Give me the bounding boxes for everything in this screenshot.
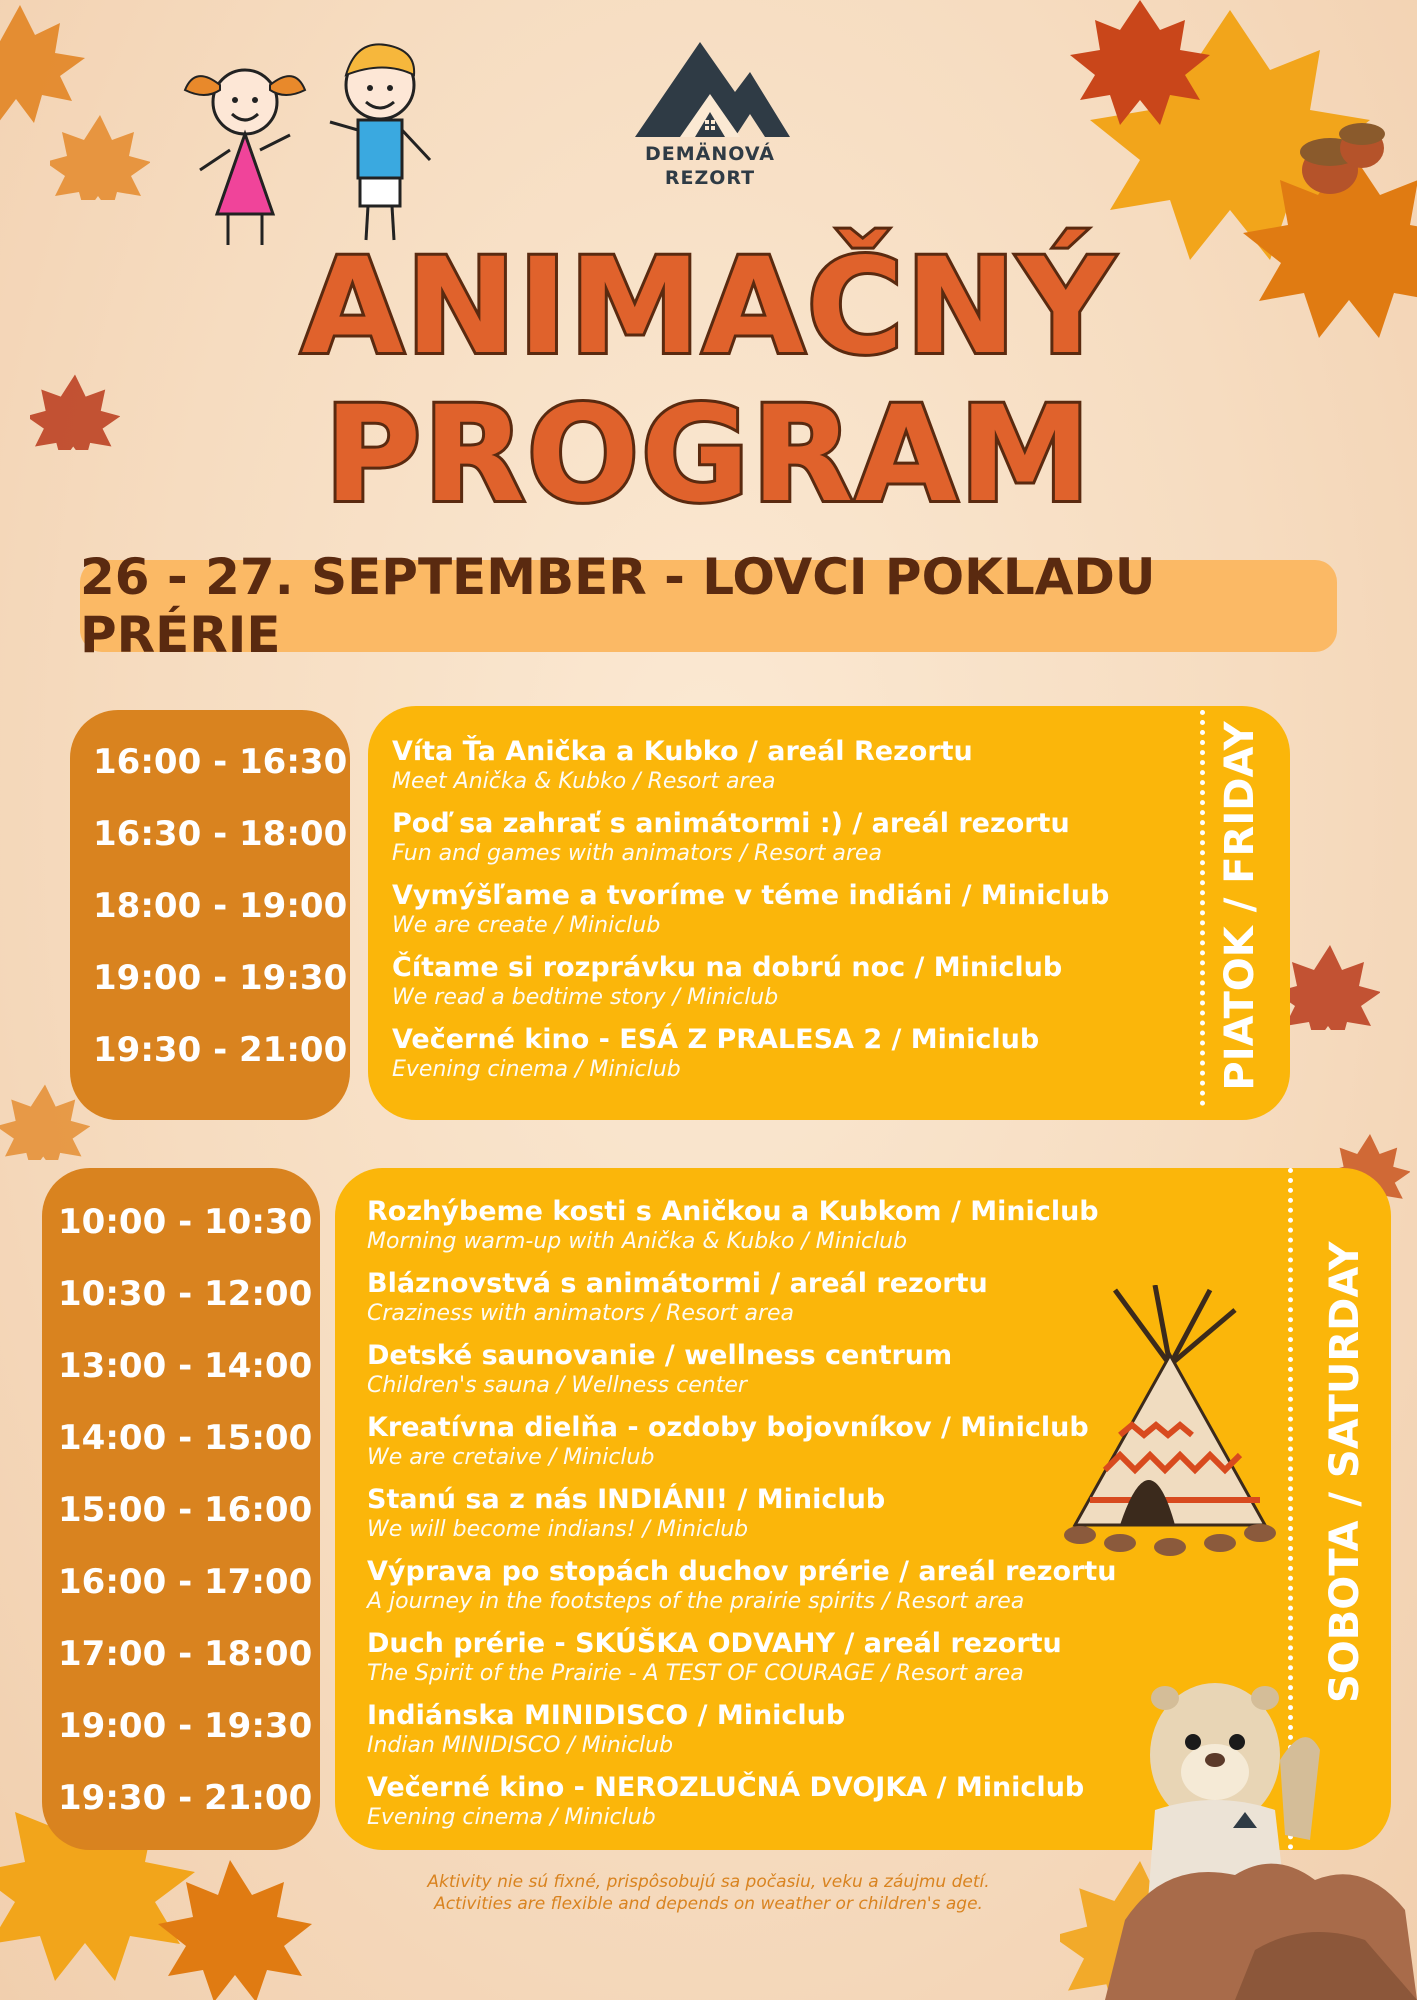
autumn-leaf-icon	[50, 110, 150, 200]
activity-item	[392, 808, 1070, 868]
activity-title: Výprava po stopách duchov prérie / areál rezortu	[367, 1556, 1117, 1587]
activity-title: Čítame si rozprávku na dobrú noc / Miniclub	[392, 952, 1063, 983]
time-slot: 19:00 - 19:30	[58, 1706, 313, 1746]
activity-subtitle: Evening cinema / Miniclub	[392, 1057, 681, 1082]
time-slot: 13:00 - 14:00	[58, 1346, 313, 1386]
activity-subtitle: A journey in the footsteps of the prairie spirits / Resort area	[367, 1589, 1025, 1614]
activity-item	[367, 1340, 952, 1400]
activity-subtitle: We will become indians! / Miniclub	[367, 1517, 749, 1542]
activity-title: Večerné kino - NEROZLUČNÁ DVOJKA / Miniclub	[367, 1772, 1085, 1803]
activity-subtitle: Meet Anička & Kubko / Resort area	[392, 769, 776, 794]
page-title-line1: ANIMAČNÝ	[301, 230, 1116, 384]
kids-drawing-icon	[180, 30, 460, 250]
activity-subtitle: We are create / Miniclub	[392, 913, 661, 938]
activity-title: Poď sa zahrať s animátormi :) / areál rezortu	[392, 808, 1070, 839]
activity-item	[367, 1556, 1116, 1616]
activity-item	[392, 880, 1109, 940]
activity-item	[367, 1196, 1099, 1256]
activity-item	[392, 1024, 1039, 1084]
time-slot: 16:30 - 18:00	[93, 814, 348, 854]
activity-subtitle: Craziness with animators / Resort area	[367, 1301, 795, 1326]
activity-subtitle: The Spirit of the Prairie - A TEST OF COURAGE / Resort area	[367, 1661, 1024, 1686]
activity-item	[367, 1628, 1062, 1688]
time-slot: 16:00 - 17:00	[58, 1562, 313, 1602]
time-slot: 16:00 - 16:30	[93, 742, 348, 782]
activity-title: Duch prérie - SKÚŠKA ODVAHY / areál rezortu	[367, 1628, 1062, 1659]
mountain-house-logo-icon	[625, 32, 795, 142]
teepee-icon	[1060, 1285, 1280, 1565]
time-slot: 18:00 - 19:00	[93, 886, 348, 926]
activity-item	[367, 1484, 885, 1544]
time-slot: 15:00 - 16:00	[58, 1490, 313, 1530]
activity-item	[367, 1412, 1089, 1472]
time-slot: 10:00 - 10:30	[58, 1202, 313, 1242]
marmot-mascot-icon	[1105, 1660, 1417, 2000]
activity-subtitle: Indian MINIDISCO / Miniclub	[367, 1733, 674, 1758]
acorn-icon	[1290, 110, 1390, 210]
activity-item	[392, 736, 973, 796]
activity-title: Víta Ťa Anička a Kubko / areál Rezortu	[392, 736, 973, 767]
activity-item	[367, 1700, 845, 1760]
footnote-line2: Activities are flexible and depends on weather or children's age.	[434, 1894, 983, 1914]
activity-subtitle: Morning warm-up with Anička & Kubko / Miniclub	[367, 1229, 908, 1254]
activity-title: Rozhýbeme kosti s Aničkou a Kubkom / Miniclub	[367, 1196, 1099, 1227]
activity-title: Bláznovstvá s animátormi / areál rezortu	[367, 1268, 988, 1299]
brand-name-line1: DEMÄNOVÁ	[644, 143, 776, 165]
date-banner	[80, 548, 1337, 664]
time-slot: 14:00 - 15:00	[58, 1418, 313, 1458]
activity-title: Kreatívna dielňa - ozdoby bojovníkov / Miniclub	[367, 1412, 1089, 1443]
autumn-leaf-icon	[1280, 940, 1380, 1030]
activity-title: Vymýšľame a tvoríme v téme indiáni / Miniclub	[392, 880, 1110, 911]
activity-subtitle: We are cretaive / Miniclub	[367, 1445, 655, 1470]
activity-subtitle: Fun and games with animators / Resort area	[392, 841, 882, 866]
time-slot: 10:30 - 12:00	[58, 1274, 313, 1314]
friday-day-label: PIATOK / FRIDAY	[1217, 721, 1263, 1091]
activity-title: Stanú sa z nás INDIÁNI! / Miniclub	[367, 1484, 886, 1515]
activity-subtitle: We read a bedtime story / Miniclub	[392, 985, 779, 1010]
time-slot: 19:30 - 21:00	[93, 1030, 348, 1070]
page-title-line2: PROGRAM	[324, 378, 1093, 532]
brand-name-line2: REZORT	[664, 167, 756, 189]
time-slot: 19:00 - 19:30	[93, 958, 348, 998]
activity-subtitle: Children's sauna / Wellness center	[367, 1373, 747, 1398]
time-slot: 17:00 - 18:00	[58, 1634, 313, 1674]
activity-item	[367, 1268, 988, 1328]
footnote-line1: Aktivity nie sú fixné, prispôsobujú sa počasiu, veku a záujmu detí.	[427, 1872, 990, 1892]
activity-title: Indiánska MINIDISCO / Miniclub	[367, 1700, 846, 1731]
activity-title: Večerné kino - ESÁ Z PRALESA 2 / Miniclub	[392, 1024, 1040, 1055]
friday-divider	[1200, 710, 1205, 1106]
activity-title: Detské saunovanie / wellness centrum	[367, 1340, 953, 1371]
brand-logo	[620, 32, 800, 202]
activity-item	[392, 952, 1062, 1012]
activity-item	[367, 1772, 1084, 1832]
time-slot: 19:30 - 21:00	[58, 1778, 313, 1818]
saturday-day-label: SOBOTA / SATURDAY	[1322, 1241, 1368, 1703]
date-banner-text: 26 - 27. SEPTEMBER - LOVCI POKLADU PRÉRIE	[80, 548, 1156, 664]
activity-subtitle: Evening cinema / Miniclub	[367, 1805, 656, 1830]
